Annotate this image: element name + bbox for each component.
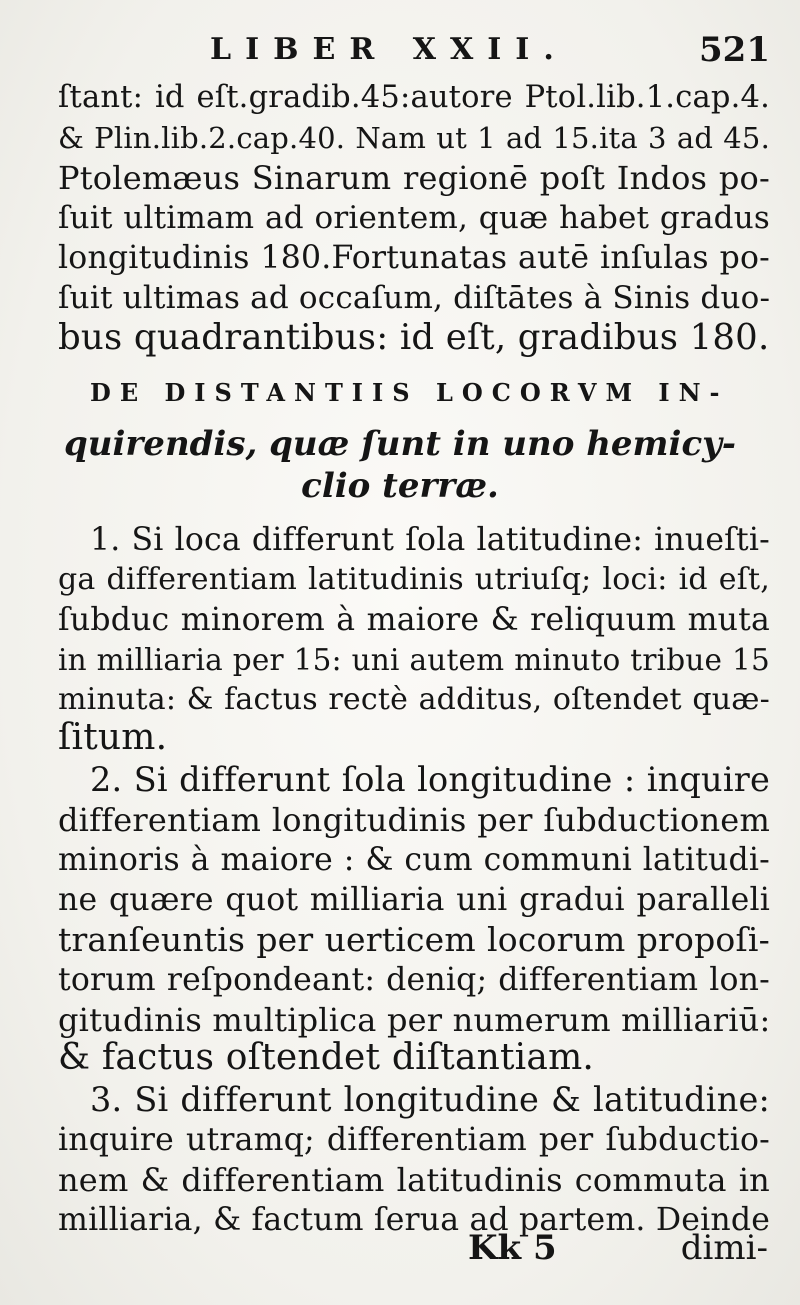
- text-line: gitudinis multiplica per numerum milliariū:: [58, 1001, 771, 1039]
- text-line: 1. Si loca differunt ſola latitudine: inueſti-: [90, 522, 770, 558]
- text-line: Ptolemæus Sinarum regionē poſt Indos po-: [58, 159, 770, 197]
- section-heading-italic-line: clio terræ.: [301, 466, 499, 506]
- text-line: ſitum.: [58, 717, 168, 758]
- text-line: 2. Si differunt ſola longitudine : inquire: [90, 760, 770, 799]
- text-line: ne quære quot milliaria uni gradui paralleli: [58, 882, 770, 918]
- page-header: [170, 28, 770, 72]
- text-line: minuta: & factus rectè additus, oſtendet quæ-: [58, 682, 770, 717]
- text-line: ſuit ultimam ad orientem, quæ habet gradus: [58, 200, 770, 236]
- signature-mark: Kk 5: [468, 1228, 557, 1268]
- catchword: dimi-: [680, 1228, 768, 1268]
- text-line: in milliaria per 15: uni autem minuto tribue 15: [58, 643, 770, 677]
- section-heading-caps: DE DISTANTIIS LOCORVM IN-: [90, 378, 729, 407]
- text-line: bus quadrantibus: id eſt, gradibus 180.: [58, 317, 770, 358]
- text-line: minoris à maiore : & cum communi latitudi-: [58, 842, 770, 878]
- text-line: ſuit ultimas ad occaſum, diſtātes à Sinis duo-: [58, 280, 771, 316]
- text-line: torum reſpondeant: deniq; differentiam lon-: [58, 962, 770, 998]
- text-line: longitudinis 180.Fortunatas autē inſulas po-: [58, 240, 770, 276]
- text-line: milliaria, & factum ſerua ad partem. Deinde: [58, 1202, 771, 1238]
- running-title: LIBER XXII.: [210, 32, 568, 67]
- text-line: tranſeuntis per uerticem locorum propoſi-: [58, 920, 770, 959]
- text-line: ſubduc minorem à maiore & reliquum muta: [58, 602, 770, 638]
- section-heading-italic-line: quirendis, quæ ſunt in uno hemicy-: [63, 424, 737, 464]
- page-footer: [468, 1228, 768, 1272]
- text-line: & factus oſtendet diſtantiam.: [58, 1037, 595, 1078]
- text-line: 3. Si differunt longitudine & latitudine:: [90, 1080, 770, 1119]
- text-line: ſtant: id eſt.gradib.45:autore Ptol.lib.1.cap.4.: [58, 80, 770, 115]
- page-number: 521: [699, 30, 770, 70]
- text-line: nem & differentiam latitudinis commuta in: [58, 1161, 770, 1199]
- text-line: inquire utramq; differentiam per ſubductio-: [58, 1122, 770, 1158]
- text-line: & Plin.lib.2.cap.40. Nam ut 1 ad 15.ita 3 ad 45.: [58, 121, 770, 155]
- text-line: ga differentiam latitudinis utriuſq; loci: id eſt,: [58, 562, 770, 597]
- text-line: differentiam longitudinis per ſubductionem: [58, 801, 770, 839]
